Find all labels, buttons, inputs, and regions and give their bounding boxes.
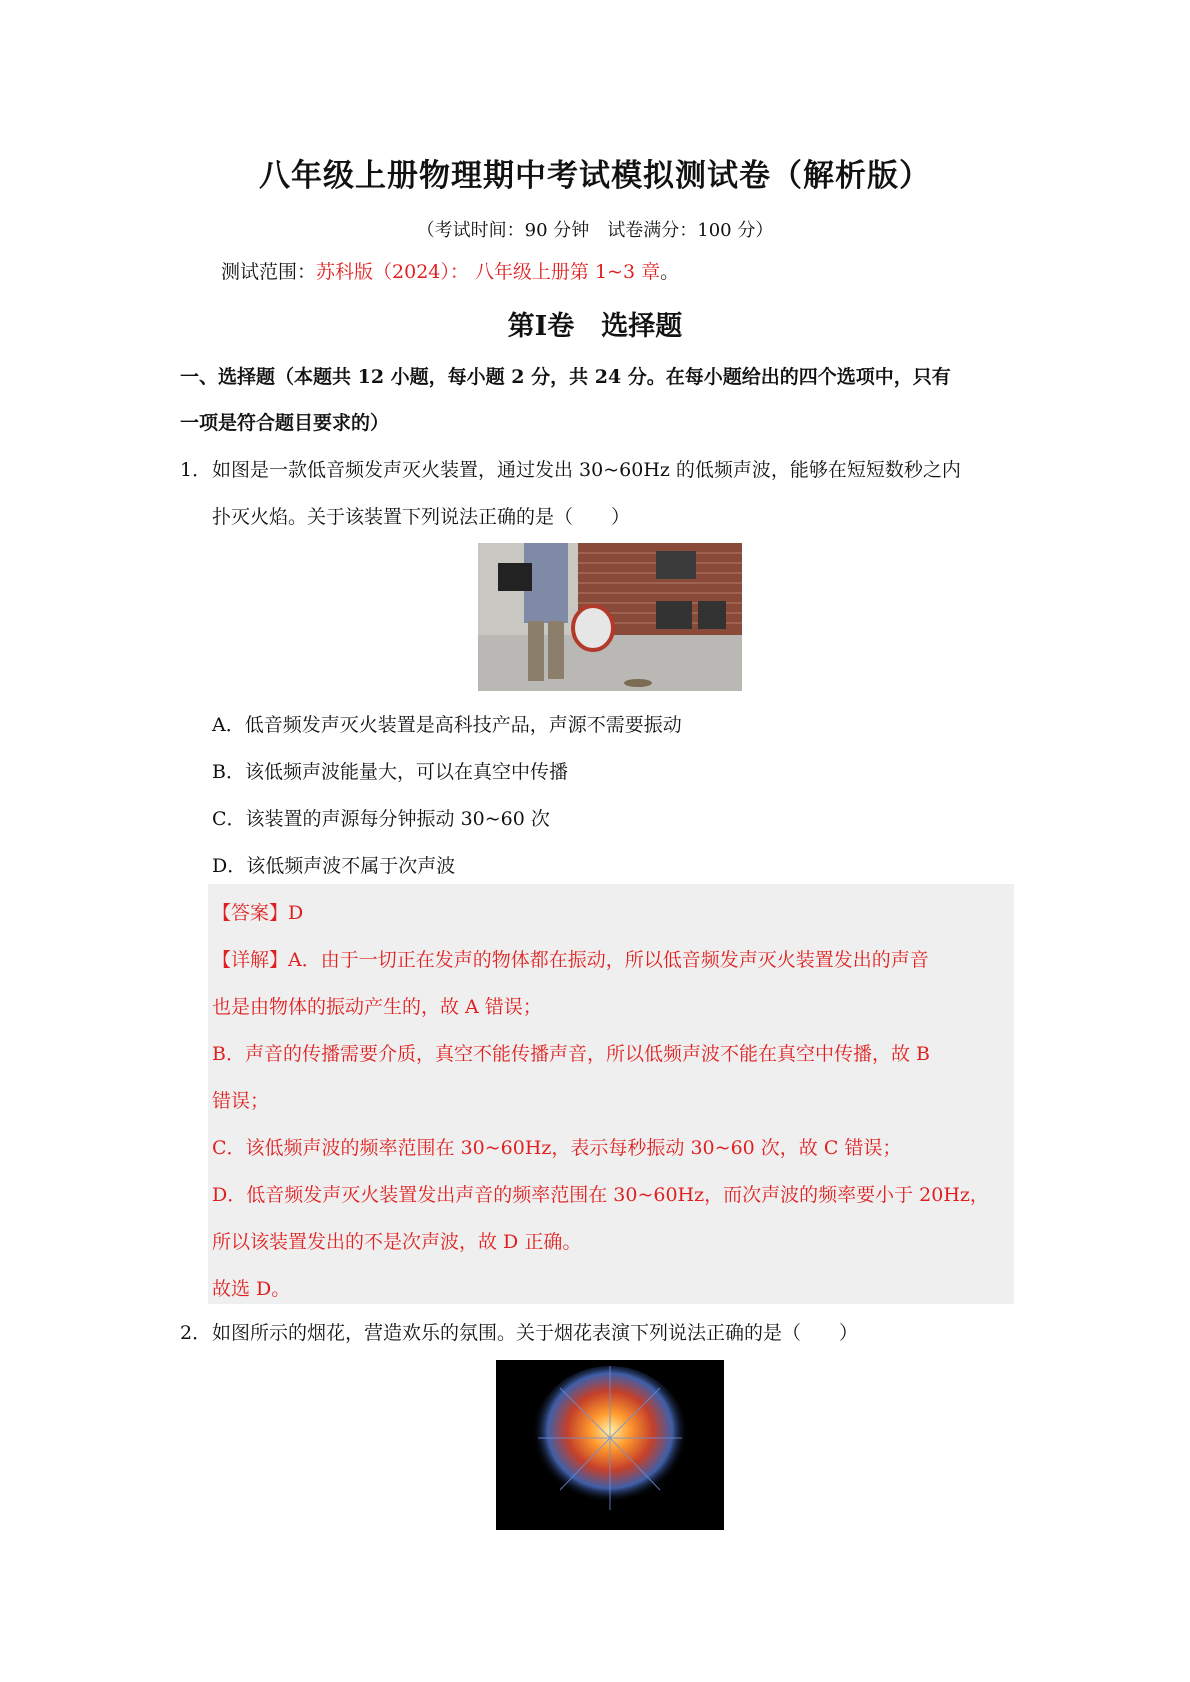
scope-value: 苏科版（2024）： 八年级上册第 1~3 章 [316, 261, 661, 283]
question-1-option-a: A．低音频发声灭火装置是高科技产品，声源不需要振动 [212, 714, 682, 736]
question-1-stem-line1 [180, 447, 1020, 494]
detail-line-2: 也是由物体的振动产生的，故 A 错误； [212, 996, 542, 1018]
sound-extinguisher-photo [478, 543, 742, 691]
exam-meta: （考试时间：90 分钟 试卷满分：100 分） [416, 220, 774, 241]
answer-text: 【答案】D [212, 902, 304, 924]
test-scope [221, 257, 679, 284]
question-1-option-d: D．该低频声波不属于次声波 [212, 855, 456, 877]
answer-block [208, 884, 1014, 1304]
question-2-text: 如图所示的烟花，营造欢乐的氛围。关于烟花表演下列说法正确的是（ ） [212, 1322, 859, 1344]
question-2-number: 2． [180, 1322, 212, 1344]
detail-line-4: 错误； [212, 1090, 270, 1112]
sound-extinguisher-illustration [478, 543, 742, 691]
question-1-option-c: C．该装置的声源每分钟振动 30~60 次 [212, 808, 550, 830]
detail-line-7: 所以该装置发出的不是次声波，故 D 正确。 [212, 1231, 582, 1253]
detail-line-1: 【详解】A．由于一切正在发声的物体都在振动，所以低音频发声灭火装置发出的声音 [212, 949, 929, 971]
question-1-stem-line2: 扑灭火焰。关于该装置下列说法正确的是（ ） [212, 506, 631, 528]
detail-line-6: D．低音频发声灭火装置发出声音的频率范围在 30~60Hz，而次声波的频率要小于 20Hz， [212, 1184, 989, 1206]
question-2-stem [180, 1310, 1020, 1357]
question-1-text-line1: 如图是一款低音频发声灭火装置，通过发出 30~60Hz 的低频声波，能够在短短数秒之内 [212, 459, 961, 481]
part-heading-line1: 一、选择题（本题共 12 小题，每小题 2 分，共 24 分。在每小题给出的四个选项中，只有 [180, 366, 951, 388]
question-1-number: 1． [180, 459, 212, 481]
detail-line-5: C．该低频声波的频率范围在 30~60Hz，表示每秒振动 30~60 次，故 C 错误； [212, 1137, 902, 1159]
detail-line-8: 故选 D。 [212, 1278, 291, 1300]
question-1-option-b: B．该低频声波能量大，可以在真空中传播 [212, 761, 568, 783]
fireworks-illustration [496, 1360, 724, 1530]
document-title: 八年级上册物理期中考试模拟测试卷（解析版） [259, 158, 931, 194]
detail-line-3: B．声音的传播需要介质，真空不能传播声音，所以低频声波不能在真空中传播，故 B [212, 1043, 930, 1065]
scope-end: 。 [660, 261, 680, 283]
scope-label: 测试范围： [221, 261, 317, 283]
part-heading-line2: 一项是符合题目要求的） [180, 412, 390, 434]
section-title: 第Ⅰ卷 选择题 [507, 311, 683, 342]
fireworks-photo [496, 1360, 724, 1530]
